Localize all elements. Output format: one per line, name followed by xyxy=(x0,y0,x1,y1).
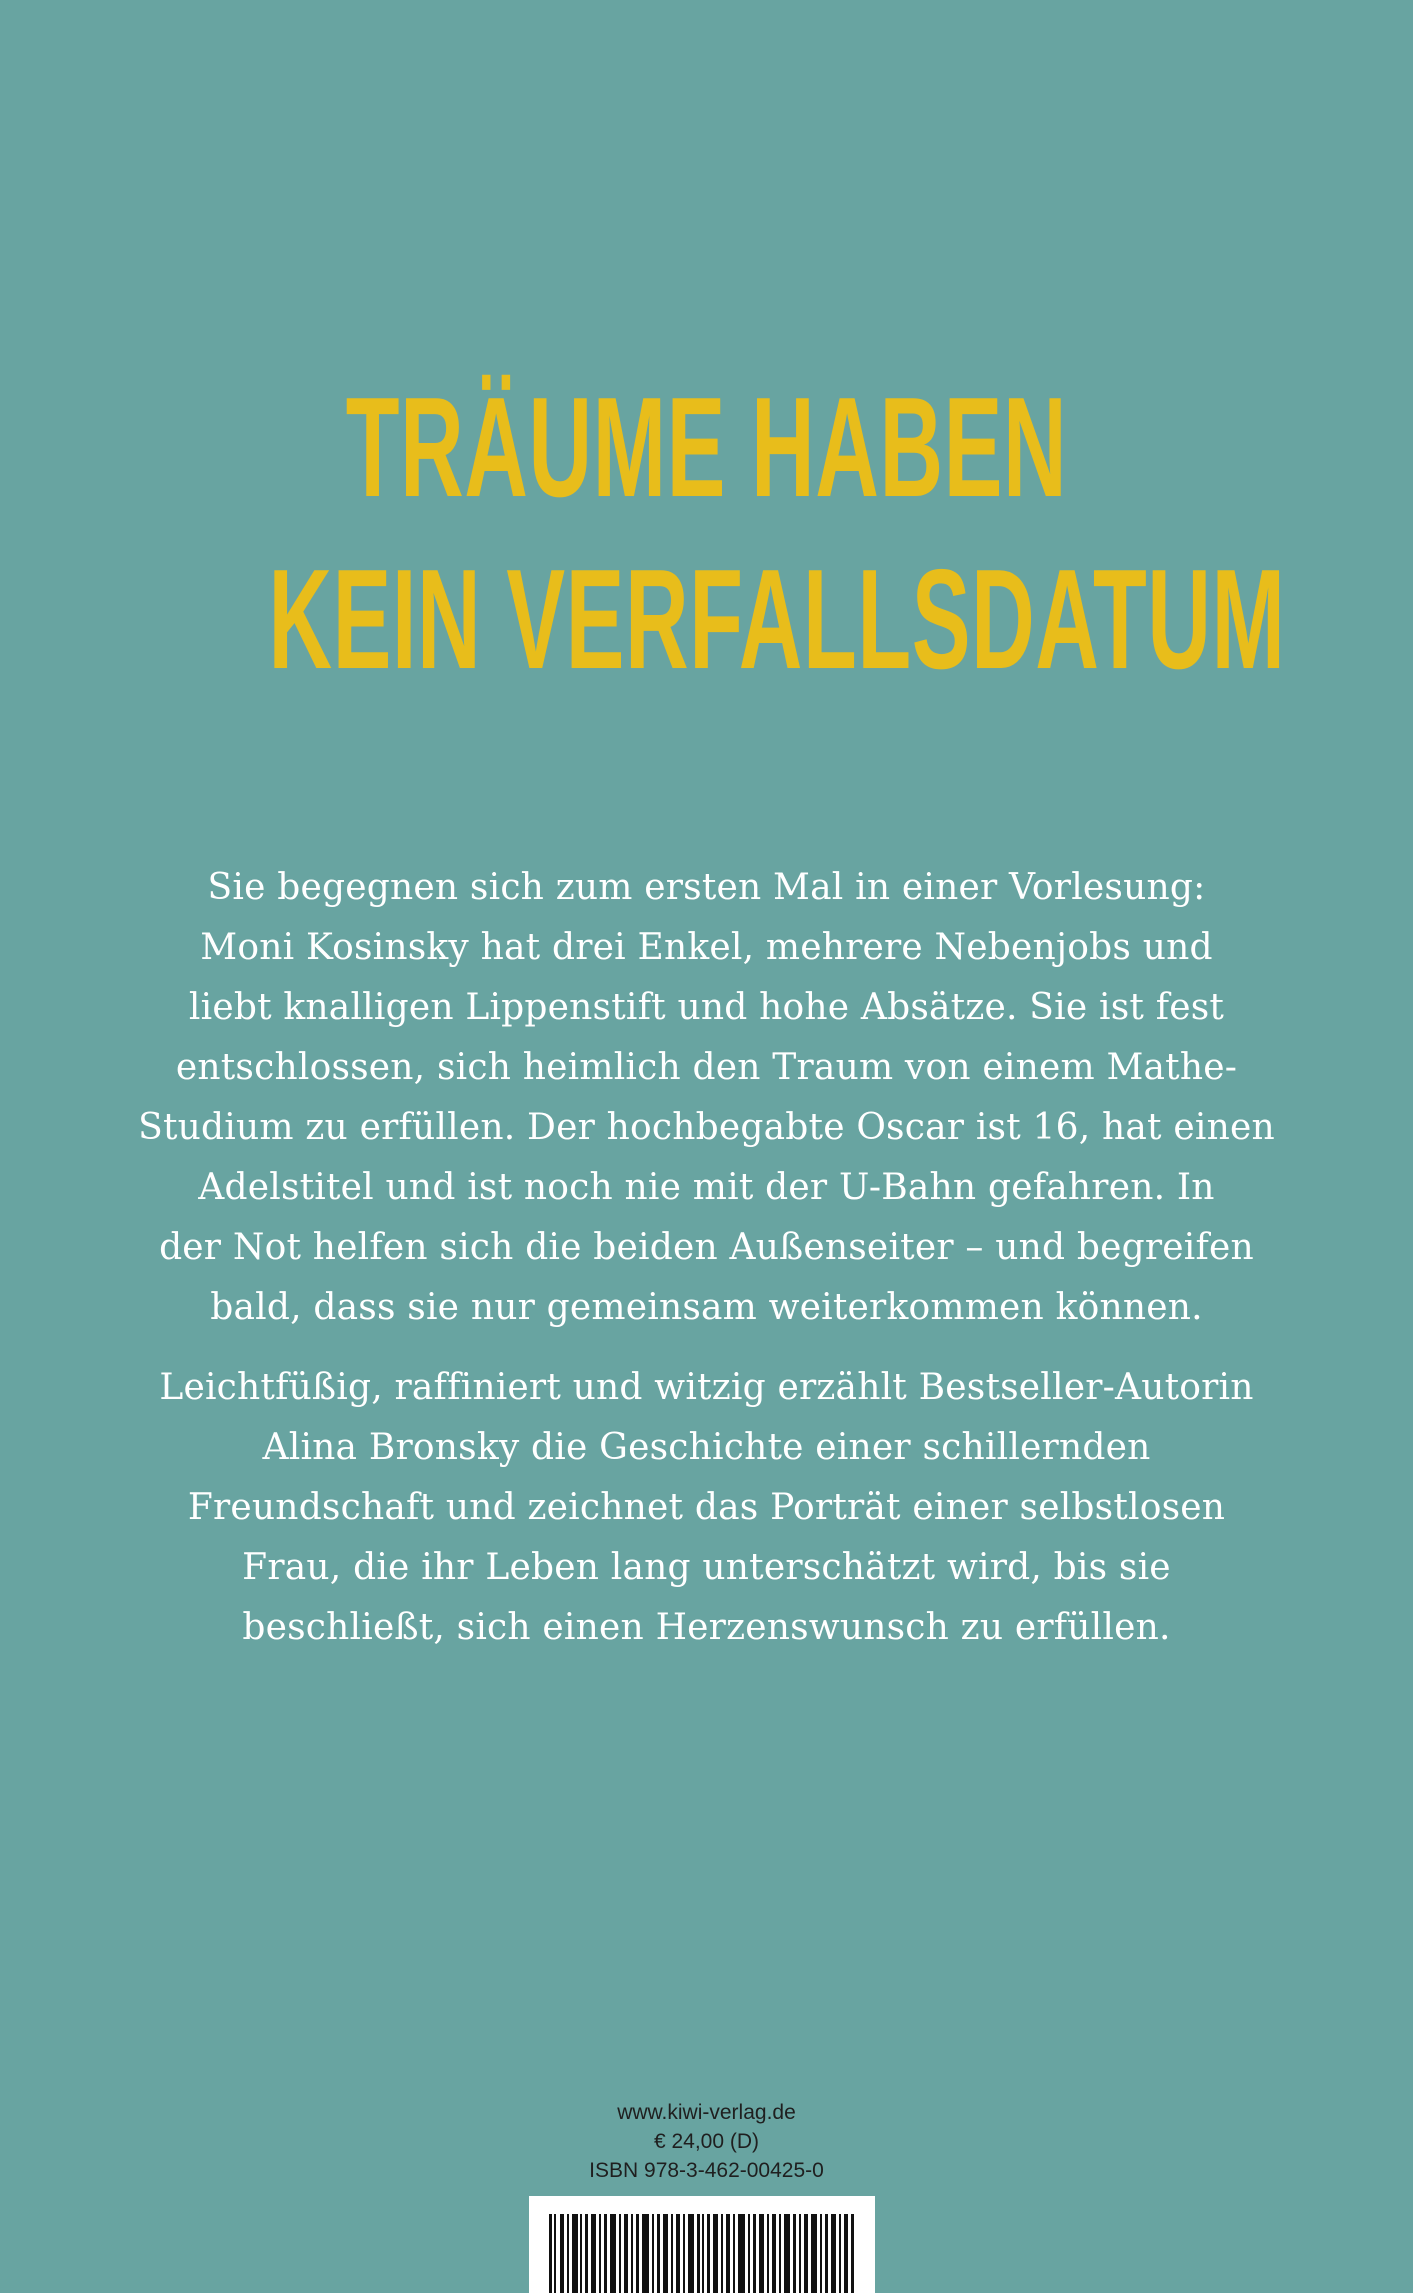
blurb-line: Sie begegnen sich zum ersten Mal in einer Vorlesung: xyxy=(207,867,1206,908)
blurb-paragraph-2 xyxy=(120,1358,1293,1658)
headline-line-2: KEIN VERFALLSDATUM xyxy=(268,540,1286,699)
isbn: ISBN 978-3-462-00425-0 xyxy=(589,2159,824,2182)
blurb-line: entschlossen, sich heimlich den Traum von einem Mathe- xyxy=(175,1047,1238,1088)
blurb-line: Leichtfüßig, raffiniert und witzig erzählt Bestseller-Autorin xyxy=(159,1367,1254,1408)
blurb-line: liebt knalligen Lippenstift und hohe Absätze. Sie ist fest xyxy=(188,987,1225,1028)
blurb-line: Alina Bronsky die Geschichte einer schillernden xyxy=(262,1427,1151,1468)
blurb-line: beschließt, sich einen Herzenswunsch zu erfüllen. xyxy=(242,1607,1171,1648)
blurb-line: Moni Kosinsky hat drei Enkel, mehrere Nebenjobs und xyxy=(200,927,1213,968)
blurb-line: Studium zu erfüllen. Der hochbegabte Oscar ist 16, hat einen xyxy=(138,1107,1275,1148)
blurb-line: Frau, die ihr Leben lang unterschätzt wird, bis sie xyxy=(242,1547,1171,1588)
barcode-panel xyxy=(529,2196,875,2293)
blurb-line: Adelstitel und ist noch nie mit der U-Bahn gefahren. In xyxy=(198,1167,1215,1208)
barcode-icon xyxy=(549,2214,855,2293)
publisher-website: www.kiwi-verlag.de xyxy=(617,2101,796,2124)
headline-line-1: TRÄUME HABEN xyxy=(345,368,1068,527)
price: € 24,00 (D) xyxy=(653,2130,760,2153)
imprint xyxy=(0,2098,1413,2185)
blurb-line: der Not helfen sich die beiden Außenseiter – und begreifen xyxy=(159,1227,1254,1268)
blurb-line: bald, dass sie nur gemeinsam weiterkommen können. xyxy=(210,1287,1203,1328)
blurb-line: Freundschaft und zeichnet das Porträt einer selbstlosen xyxy=(187,1487,1226,1528)
blurb-paragraph-1 xyxy=(120,858,1293,1338)
